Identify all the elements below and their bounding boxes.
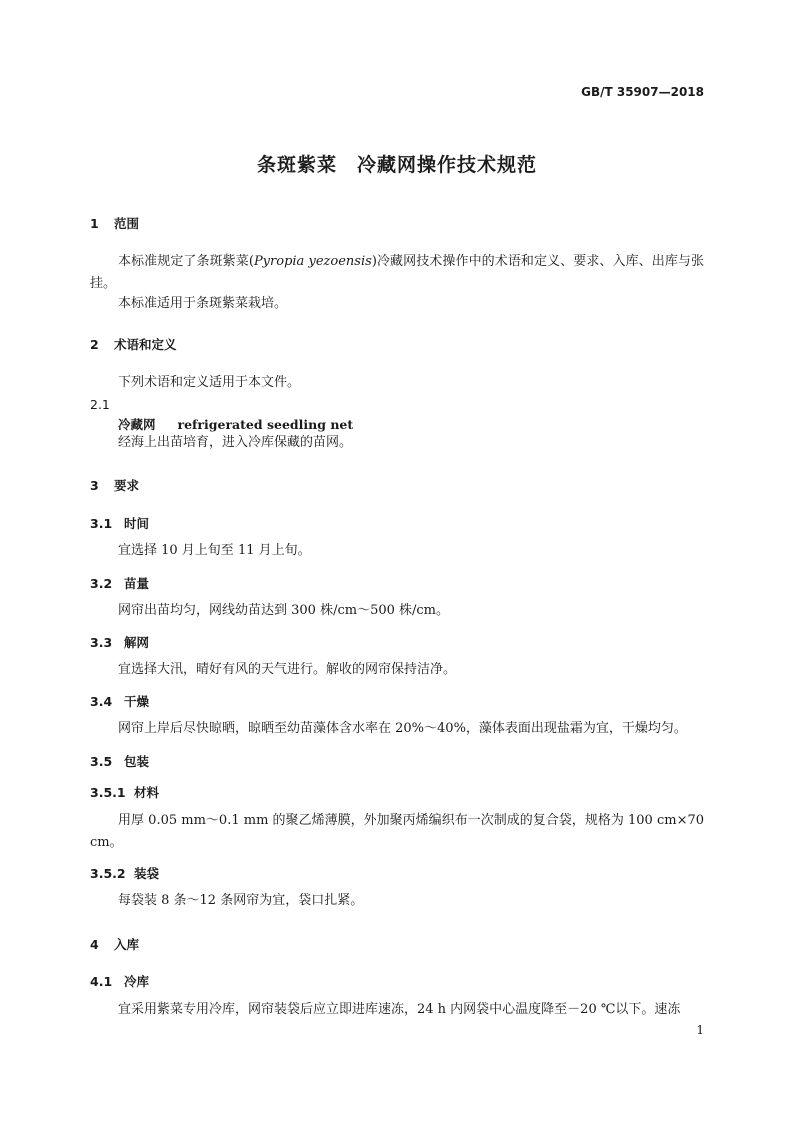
subsection-3-5-heading: [90, 752, 149, 770]
subsection-3-5-1-heading: [90, 783, 159, 801]
net-removal-paragraph: 宜选择大汛，晴好有风的天气进行。解收的网帘保持洁净。: [118, 662, 457, 677]
standard-code: GB/T 35907—2018: [581, 85, 704, 99]
subsection-title: 包装: [124, 754, 150, 769]
scope-text-after: )冷藏网技术操作中的术语和定义、要求、入库、出库与张挂。: [90, 254, 705, 291]
scope-paragraph-1: [90, 251, 704, 295]
term-definition: 经海上出苗培育，进入冷库保藏的苗网。: [118, 435, 353, 450]
subsection-number: 3.5.2: [90, 866, 126, 881]
subsection-4-1-heading: [90, 972, 149, 990]
material-paragraph: 用厚 0.05 mm～0.1 mm 的聚乙烯薄膜，外加聚丙烯编织布一次制成的复合袋，规格为 100 cm×70 cm。: [90, 813, 704, 850]
bagging-paragraph: 每袋装 8 条～12 条网帘为宜，袋口扎紧。: [118, 893, 364, 908]
cold-storage-paragraph: 宜采用紫菜专用冷库，网帘装袋后应立即进库速冻，24 h 内网袋中心温度降至－20 ℃以下。速冻: [118, 1002, 681, 1017]
section-2-heading: [90, 335, 177, 353]
subsection-number: 3.1: [90, 516, 113, 531]
subsection-title: 苗量: [124, 576, 150, 591]
subsection-title: 装袋: [134, 866, 160, 881]
section-title: 入库: [114, 937, 140, 952]
section-title: 要求: [114, 478, 140, 493]
subsection-number: 3.4: [90, 694, 113, 709]
subsection-title: 解网: [124, 635, 150, 650]
subsection-3-1-heading: [90, 514, 149, 532]
subsection-number: 3.3: [90, 635, 113, 650]
subsection-number: 4.1: [90, 974, 113, 989]
section-4-heading: [90, 935, 139, 953]
term-entry: [118, 415, 353, 433]
subsection-3-4-heading: [90, 692, 149, 710]
subsection-title: 材料: [134, 785, 160, 800]
section-1-heading: [90, 214, 139, 232]
subsection-2-1-number: 2.1: [90, 397, 110, 412]
document-title: 条斑紫菜 冷藏网操作技术规范: [256, 154, 537, 176]
section-number: 1: [90, 216, 99, 231]
time-paragraph: 宜选择 10 月上旬至 11 月上旬。: [118, 543, 311, 558]
section-number: 4: [90, 937, 99, 952]
section-title: 范围: [114, 216, 140, 231]
subsection-3-2-heading: [90, 574, 149, 592]
drying-paragraph: 网帘上岸后尽快晾晒，晾晒至幼苗藻体含水率在 20%～40%，藻体表面出现盐霜为宜，干燥均匀。: [118, 721, 687, 736]
subsection-number: 3.5: [90, 754, 113, 769]
scope-paragraph-2: 本标准适用于条斑紫菜栽培。: [118, 296, 288, 311]
subsection-3-5-2-heading: [90, 864, 159, 882]
section-3-heading: [90, 476, 139, 494]
page-number: 1: [696, 1023, 704, 1037]
section-title: 术语和定义: [114, 337, 177, 352]
subsection-title: 冷库: [124, 974, 150, 989]
term-chinese: 冷藏网: [118, 417, 156, 432]
section-number: 3: [90, 478, 99, 493]
subsection-3-3-heading: [90, 633, 149, 651]
section-number: 2: [90, 337, 99, 352]
seedling-amount-paragraph: 网帘出苗均匀，网线幼苗达到 300 株/cm～500 株/cm。: [118, 603, 449, 618]
subsection-number: 3.2: [90, 576, 113, 591]
latin-species-name: Pyropia yezoensis: [253, 254, 372, 269]
scope-text-before: 本标准规定了条斑紫菜(: [118, 254, 254, 269]
subsection-title: 干燥: [124, 694, 150, 709]
subsection-title: 时间: [124, 516, 150, 531]
term-english: refrigerated seedling net: [177, 417, 354, 432]
subsection-number: 3.5.1: [90, 785, 126, 800]
terms-intro: 下列术语和定义适用于本文件。: [118, 375, 301, 390]
